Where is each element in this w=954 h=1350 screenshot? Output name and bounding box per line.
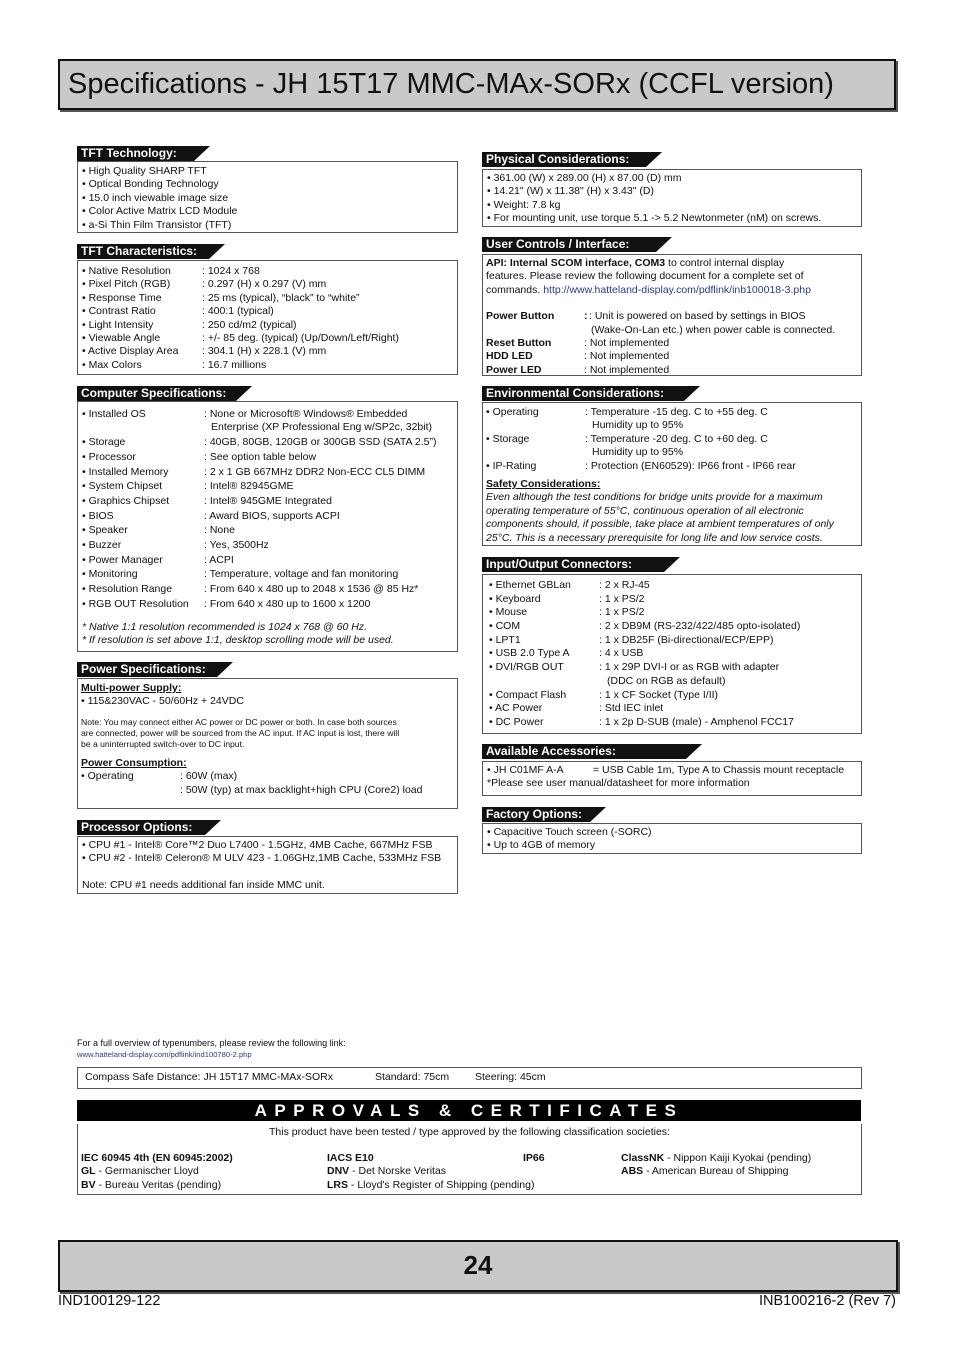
power-specifications-heading: Power Specifications: [77,662,217,677]
table-row: • Light Intensity : 250 cd/m2 (typical) [82,318,297,331]
list-item: • 361.00 (W) x 289.00 (H) x 87.00 (D) mm [487,172,682,184]
table-row: Power LED : Not implemented [486,363,670,376]
table-row: • Response Time : 25 ms (typical), “black” to “white” [82,291,360,304]
approvals-heading: APPROVALS & CERTIFICATES [77,1100,861,1121]
approvals-intro: This product have been tested / type approved by the following classification societies: [269,1126,670,1138]
table-row: • BIOS : Award BIOS, supports ACPI [82,509,340,522]
table-row: • Processor : See option table below [82,450,317,463]
typenumbers-text: For a full overview of typenumbers, please review the following link: [77,1038,346,1048]
environmental-considerations-box [482,402,862,546]
table-row: • Mouse : 1 x PS/2 [489,606,645,619]
table-row: Humidity up to 95% [592,419,684,432]
list-item: • Optical Bonding Technology [82,178,219,191]
table-row: HDD LED : Not implemented [486,350,670,363]
list-item: • Weight: 7.8 kg [487,198,561,211]
table-row: • Storage : 40GB, 80GB, 120GB or 300GB SSD (SATA 2.5”) [82,436,437,449]
table-row: • Operating : 60W (max) [81,770,238,783]
power-consumption-title: Power Consumption: [81,756,187,769]
approvals-box [77,1124,862,1195]
tft-technology-heading: TFT Technology: [77,146,194,161]
table-row: • DC Power : 1 x 2p D-SUB (male) - Amphenol FCC17 [489,715,794,728]
list-item: • For mounting unit, use torque 5.1 -> 5.2 Newtonmeter (nM) on screws. [487,212,822,225]
compass-standard: Standard: 75cm [375,1071,450,1083]
table-row: • Speaker : None [82,524,235,537]
physical-considerations-heading: Physical Considerations: [482,152,646,167]
table-row: • Resolution Range : From 640 x 480 up to 2048 x 1536 @ 85 Hz* [82,583,419,596]
table-row: • AC Power : Std IEC inlet [489,702,664,715]
physical-considerations-box [482,169,862,227]
tft-technology-box [77,161,458,233]
environmental-considerations-heading: Environmental Considerations: [482,386,684,401]
list-item: • Capacitive Touch screen (-SORC) [487,826,652,838]
available-accessories-box [482,761,862,796]
tft-characteristics-box [77,260,458,375]
tft-characteristics-table [82,265,452,372]
footer-document-id-left: IND100129-122 [58,1293,161,1309]
page-title-bar [58,59,896,110]
list-item: • Up to 4GB of memory [487,839,596,852]
page-number: 24 [463,1250,493,1280]
page-number-bar [58,1240,898,1292]
table-row: (DDC on RGB as default) [607,674,726,687]
computer-specifications-heading: Computer Specifications: [77,386,236,401]
user-controls-box: API: Internal SCOM interface, COM3 to control internal display features. Please review the following document for a complete set of commands. http://www.hatteland-display.com/pdflink/inb100018-3.php Power Button : : Unit is powered on based by settings in BIOS (Wake-On-Lan etc.) when power cable is connected. Reset Button : Not implemented HDD LED : Not implemented Power LED : Not implemented [482,254,862,376]
table-row: • Monitoring : Temperature, voltage and fan monitoring [82,568,399,581]
available-accessories-heading: Available Accessories: [482,744,686,759]
approvals-column-1: IEC 60945 4th (EN 60945:2002) GL - Germanischer Lloyd BV - Bureau Veritas (pending) [81,1152,233,1191]
compass-safe-distance-box [77,1067,862,1089]
tft-characteristics-heading: TFT Characteristics: [77,244,209,259]
table-row: • DVI/RGB OUT : 1 x 29P DVI-I or as RGB with adapter [489,661,780,674]
table-row: : 50W (typ) at max backlight+high CPU (Core2) load [180,783,423,796]
api-label: API: Internal SCOM interface, COM3 [486,257,666,269]
approvals-ip66: IP66 [523,1152,545,1164]
compass-steering: Steering: 45cm [475,1071,546,1083]
table-row: • Keyboard : 1 x PS/2 [489,592,645,605]
table-row: • Max Colors : 16.7 millions [82,358,267,371]
list-item: • 15.0 inch viewable image size [82,191,229,204]
table-row: • Buzzer : Yes, 3500Hz [82,539,269,552]
processor-options-heading: Processor Options: [77,820,205,835]
table-row: • Active Display Area : 304.1 (H) x 228.1 (V) mm [82,345,327,358]
footer-document-id-right: INB100216-2 (Rev 7) [758,1293,896,1309]
table-row: • Storage : Temperature -20 deg. C to +60 deg. C [486,432,768,445]
list-item: • High Quality SHARP TFT [82,165,207,177]
approvals-column-4: ClassNK - Nippon Kaiji Kyokai (pending) ABS - American Bureau of Shipping [621,1152,812,1178]
power-note: Note: You may connect either AC power or DC power or both. In case both sources are connected, power will be sourced from the AC input. If AC input is lost, there will be a uninterrupted switch-over to DC input. [81,716,400,749]
list-item: • 14.21" (W) x 11.38" (H) x 3.43" (D) [487,185,654,198]
commands-document-link[interactable]: http://www.hatteland-display.com/pdflink/inb100018-3.php [543,283,811,296]
typenumbers-link[interactable]: www.hatteland-display.com/pdflink/ind100780-2.php [77,1050,252,1059]
list-item: • 115&230VAC - 50/60Hz + 24VDC [81,695,244,708]
table-row: Enterprise (XP Professional Eng w/SP2c, 32bit) [211,421,432,434]
approvals-column-2: IACS E10 DNV - Det Norske Veritas LRS - Lloyd's Register of Shipping (pending) [327,1152,535,1191]
table-row: • Contrast Ratio : 400:1 (typical) [82,305,274,318]
table-row: • Power Manager : ACPI [82,553,234,566]
io-connectors-box [482,574,862,734]
io-connectors-heading: Input/Output Connectors: [482,557,664,572]
table-row: • Operating : Temperature -15 deg. C to +55 deg. C [486,406,768,418]
power-specifications-box [77,678,458,809]
user-controls-heading: User Controls / Interface: [482,237,656,252]
factory-options-box [482,823,862,854]
table-row: Humidity up to 95% [592,446,684,459]
list-item: • CPU #1 - Intel® Core™2 Duo L7400 - 1.5GHz, 4MB Cache, 667MHz FSB [82,839,433,851]
table-row: Power Button : : Unit is powered on based by settings in BIOS [486,310,806,323]
list-item: • CPU #2 - Intel® Celeron® M ULV 423 - 1.06GHz,1MB Cache, 533MHz FSB [82,852,442,865]
accessories-note: *Please see user manual/datasheet for more information [487,777,750,790]
table-row: • Compact Flash : 1 x CF Socket (Type I/II) [489,688,719,701]
computer-specifications-table [82,408,452,647]
multi-power-title: Multi-power Supply: [81,682,182,694]
compass-label: Compass Safe Distance: JH 15T17 MMC-MAx-SORx [85,1071,333,1083]
table-row: • Ethernet GBLan : 2 x RJ-45 [489,579,650,591]
table-row: (Wake-On-Lan etc.) when power cable is connected. [591,323,836,336]
table-row: • IP-Rating : Protection (EN60529): IP66 front - IP66 rear [486,459,796,472]
table-row: • COM : 2 x DB9M (RS-232/422/485 opto-isolated) [489,620,801,633]
resolution-note: * Native 1:1 resolution recommended is 1024 x 768 @ 60 Hz. [82,620,367,633]
table-row: • RGB OUT Resolution : From 640 x 480 up to 1600 x 1200 [82,597,371,610]
table-row: • Installed Memory : 2 x 1 GB 667MHz DDR2 Non-ECC CL5 DIMM [82,465,426,478]
list-item: • Color Active Matrix LCD Module [82,205,238,218]
safety-considerations-title: Safety Considerations: [486,477,601,490]
table-row: • System Chipset : Intel® 82945GME [82,480,294,493]
table-row: • Graphics Chipset : Intel® 945GME Integrated [82,495,332,508]
processor-options-box [77,836,458,894]
list-item: • a-Si Thin Film Transistor (TFT) [82,218,232,231]
table-row: • USB 2.0 Type A : 4 x USB [489,647,644,660]
processor-note: Note: CPU #1 needs additional fan inside MMC unit. [82,878,325,891]
table-row: • Pixel Pitch (RGB) : 0.297 (H) x 0.297 (V) mm [82,278,327,291]
table-row: • Viewable Angle : +/- 85 deg. (typical) (Up/Down/Left/Right) [82,331,399,344]
factory-options-heading: Factory Options: [482,807,590,822]
table-row: • LPT1 : 1 x DB25F (Bi-directional/ECP/EPP) [489,633,774,646]
tft-technology-list [82,165,237,232]
table-row: • JH C01MF A-A = USB Cable 1m, Type A to Chassis mount receptacle [487,764,845,776]
table-row: Reset Button : Not implemented [486,337,670,349]
safety-text: Even although the test conditions for bridge units provide for a maximum operating temperature of 55°C, continuous operation of all electronic components should, if possible, take place at ambient temperatures of only 25°C. This is a necessary prerequisite for long life and low service costs. [486,491,834,544]
scrolling-note: * If resolution is set above 1:1, desktop scrolling mode will be used. [82,633,394,646]
page-title: Specifications - JH 15T17 MMC-MAx-SORx (CCFL version) [68,68,834,100]
computer-specifications-box [77,401,458,652]
table-row: • Installed OS : None or Microsoft® Windows® Embedded [82,408,408,420]
table-row: • Native Resolution : 1024 x 768 [82,265,260,277]
